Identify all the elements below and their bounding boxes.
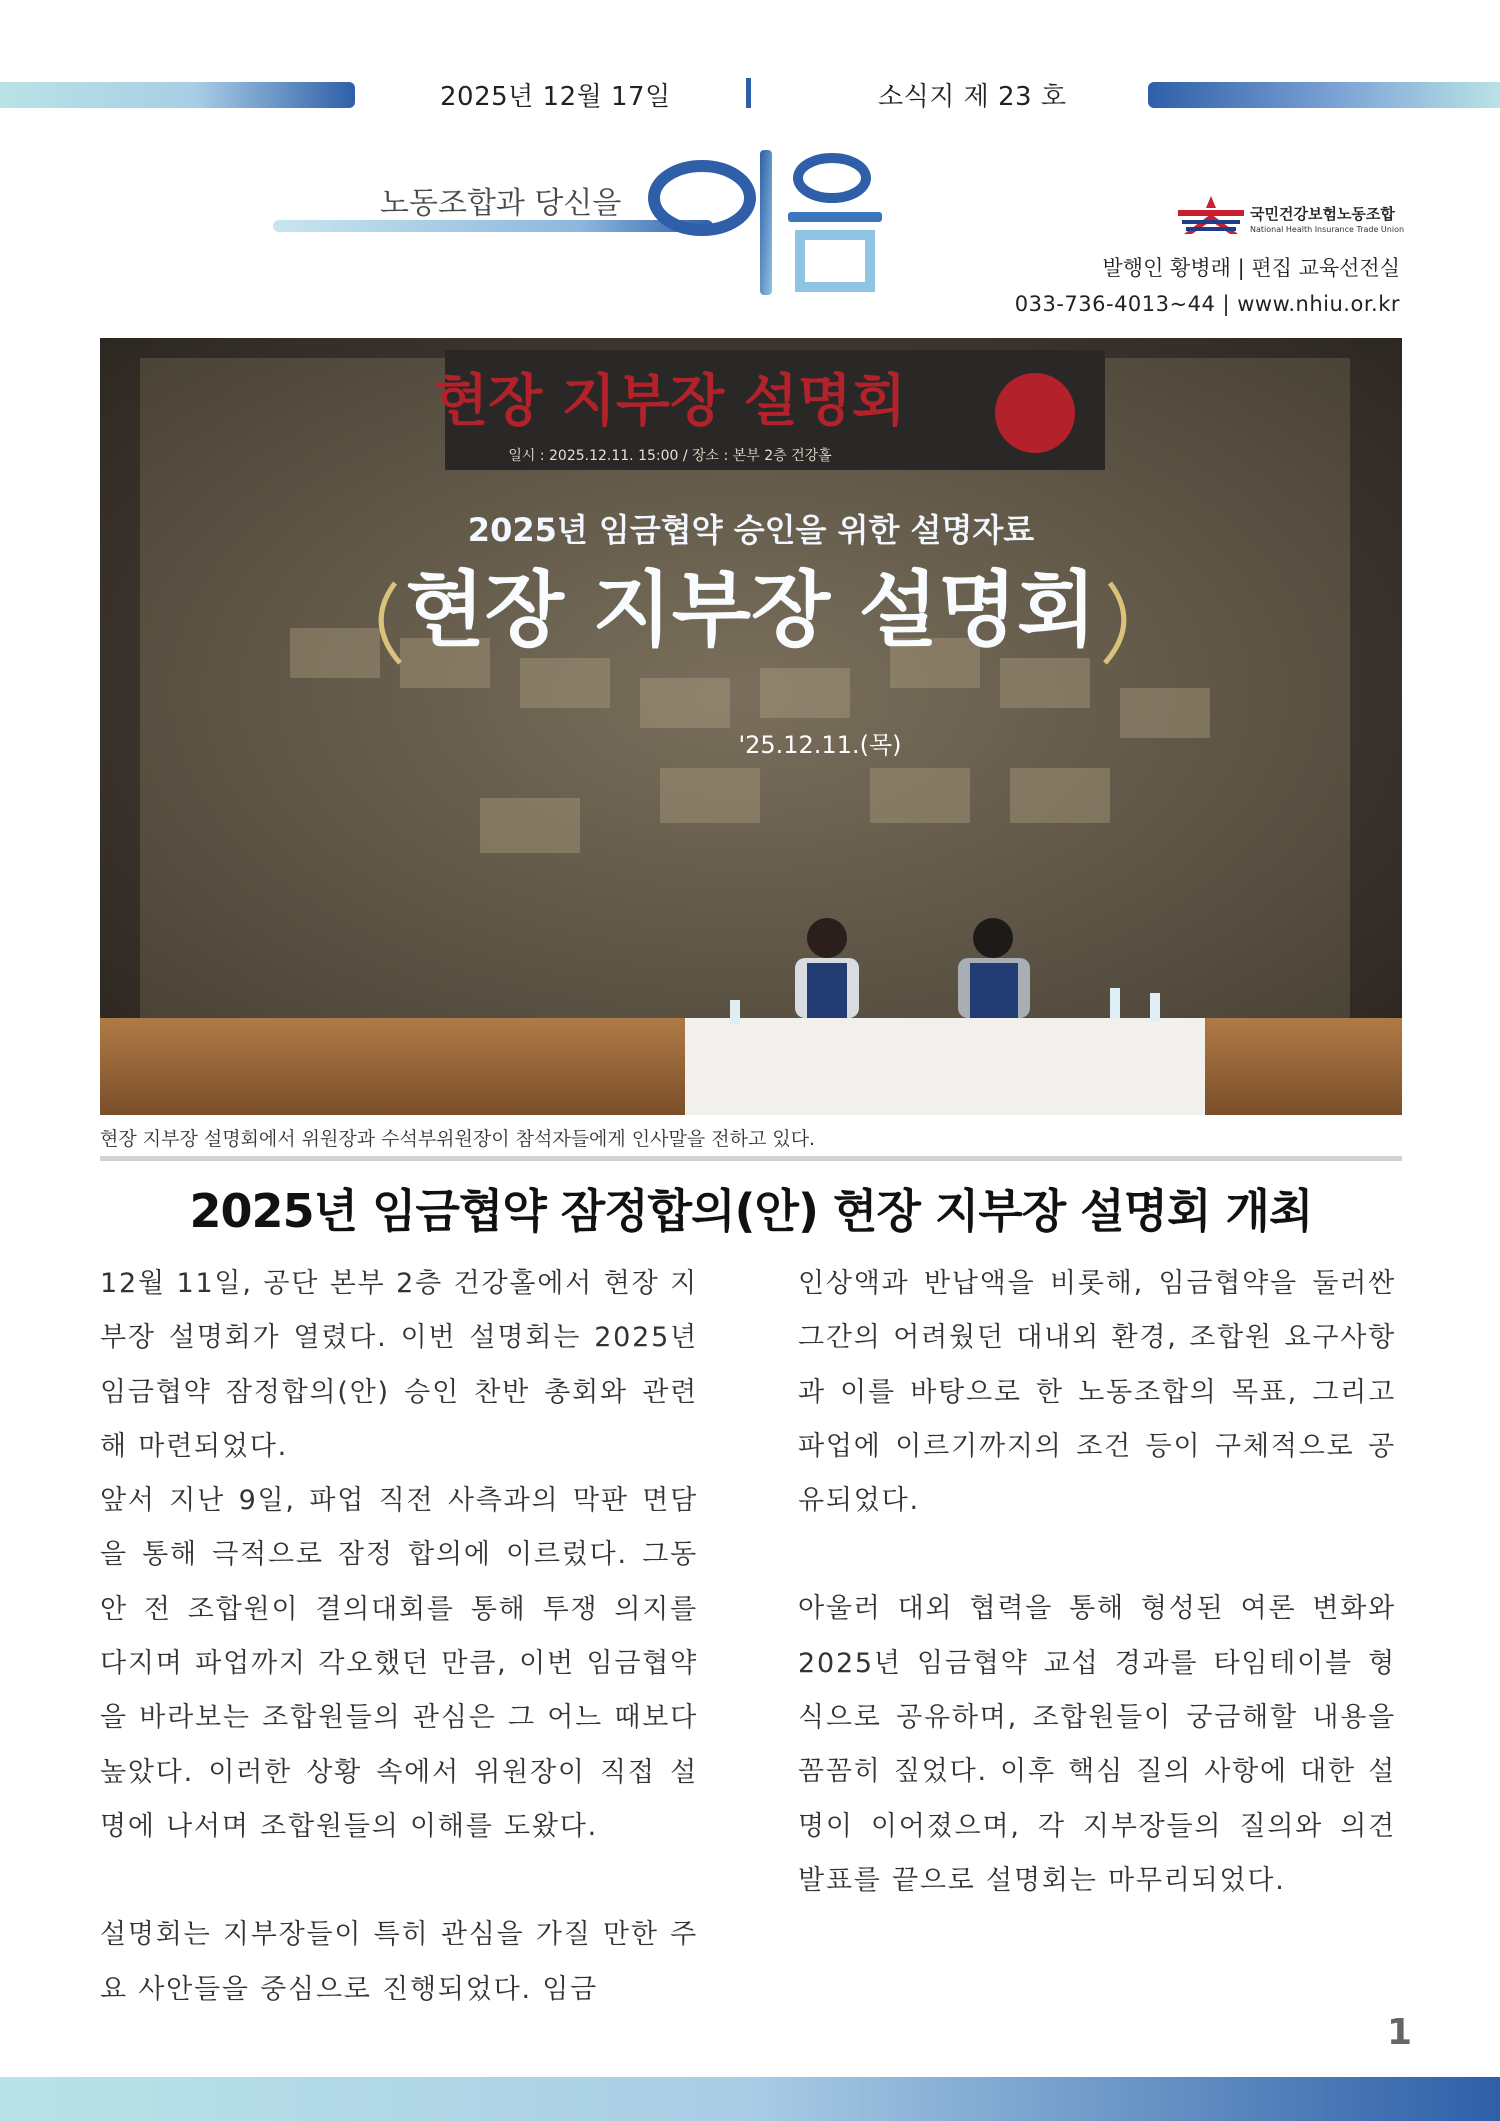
paragraph: 12월 11일, 공단 본부 2층 건강홀에서 현장 지부장 설명회가 열렸다. 이번 설명회는 2025년 임금협약 잠정합의(안) 승인 찬반 총회와 관련해 마련되었다. [100,1268,698,1462]
event-photo [100,338,1402,1115]
article-headline: 2025년 임금협약 잠정합의(안) 현장 지부장 설명회 개최 [189,1184,1313,1238]
union-logo [1176,194,1246,240]
banner-subtitle: 일시 : 2025.12.11. 15:00 / 장소 : 본부 2층 건강홀 [508,448,832,464]
issue-number: 소식지 제 23 호 [878,82,1067,112]
paragraph: 인상액과 반납액을 비롯해, 임금협약을 둘러싼 그간의 어려웠던 대내외 환경, 조합원 요구사항과 이를 바탕으로 한 노동조합의 목표, 그리고 파업에 이르기까지의 조건 등이 구체적으로 공유되었다. [798,1268,1396,1517]
article-column-right [798,1257,1396,1908]
issue-date: 2025년 12월 17일 [440,82,671,112]
article-column-left [100,1257,698,2017]
paragraph: 앞서 지난 9일, 파업 직전 사측과의 막판 면담을 통해 극적으로 잠정 합의에 이르렀다. 그동안 전 조합원이 결의대회를 통해 투쟁 의지를 다지며 파업까지 각오했던 만큼, 이번 임금협약을 바라보는 조합원들의 관심은 그 어느 때보다 높았다. 이러한 상황 속에서 위원장이 직접 설명에 나서며 조합원들의 이해를 도왔다. [100,1485,699,1842]
masthead-logo-word [640,140,890,310]
screen-title: 현장 지부장 설명회 [405,563,1097,658]
page-number: 1 [1386,2012,1412,2053]
paragraph: 아울러 대외 협력을 통해 형성된 여론 변화와 2025년 임금협약 교섭 경과를 타임테이블 형식으로 공유하며, 조합원들이 궁금해할 내용을 꼼꼼히 짚었다. 이후 핵심 질의 사항에 대한 설명이 이어졌으며, 각 지부장들의 질의와 의견 발표를 끝으로 설명회는 마무리되었다. [798,1593,1396,1896]
publisher-line: 발행인 황병래 | 편집 교육선전실 [1102,256,1400,280]
union-name-english: National Health Insurance Trade Union [1250,225,1405,234]
caption-divider [100,1156,1402,1161]
paragraph: 설명회는 지부장들이 특히 관심을 가질 만한 주요 사안들을 중심으로 진행되었다. 임금 [100,1919,698,2005]
banner-title: 현장 지부장 설명회 [434,369,906,434]
screen-subtitle: 2025년 임금협약 승인을 위한 설명자료 [467,511,1035,549]
masthead-divider [746,78,751,108]
masthead-bar-right [1148,82,1500,108]
masthead-bar-left [0,82,355,108]
footer-bar [0,2077,1500,2121]
screen-date: '25.12.11.(목) [738,731,902,759]
union-name: 국민건강보험노동조합 [1250,205,1395,223]
photo-caption: 현장 지부장 설명회에서 위원장과 수석부위원장이 참석자들에게 인사말을 전하고 있다. [100,1128,816,1150]
masthead-tagline: 노동조합과 당신을 [380,186,622,221]
contact-line: 033-736-4013~44 | www.nhiu.or.kr [1014,292,1400,316]
